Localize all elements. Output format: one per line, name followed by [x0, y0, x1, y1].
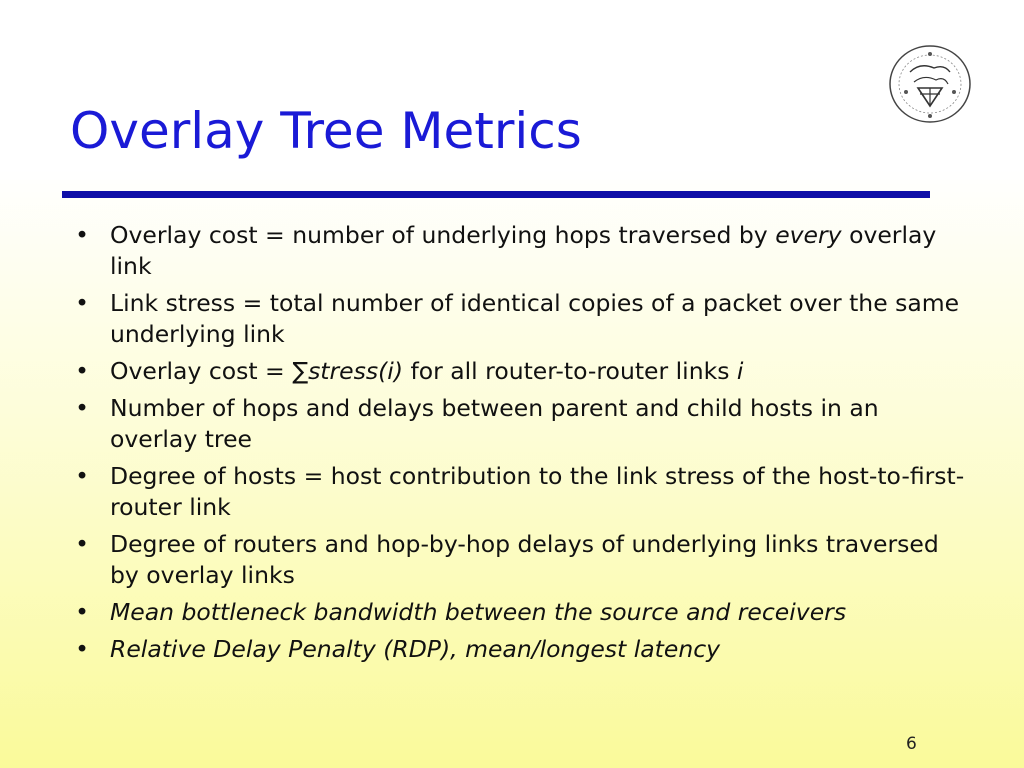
- bullet-text-segment: overlay link: [110, 221, 937, 280]
- bullet-text-segment: Number of hops and delays between parent and child hosts in an overlay tree: [110, 394, 879, 453]
- bullet-text-italic: every: [775, 221, 842, 249]
- university-seal-icon: [884, 42, 976, 126]
- bullet-text: [110, 462, 964, 521]
- bullet-text-segment: Overlay cost = ∑: [110, 357, 309, 385]
- bullet-text: [110, 357, 743, 385]
- bullet-text: [110, 635, 720, 663]
- bullet-marker: •: [75, 530, 89, 558]
- bullet-item: [72, 529, 972, 591]
- bullet-text-italic: stress(i): [308, 357, 403, 385]
- bullet-item: [72, 393, 972, 455]
- bullet-item: [72, 634, 972, 665]
- bullet-item: [72, 220, 972, 282]
- bullet-item: [72, 597, 972, 628]
- bullet-text-italic: Mean bottleneck bandwidth between the source and receivers: [110, 598, 847, 626]
- bullet-marker: •: [75, 357, 89, 385]
- bullet-marker: •: [75, 221, 89, 249]
- bullet-text: [110, 221, 936, 280]
- bullet-text: [110, 289, 959, 348]
- bullet-text-italic: i: [736, 357, 744, 385]
- bullet-text-segment: Degree of routers and hop-by-hop delays of underlying links traversed by overlay links: [110, 530, 939, 589]
- page-number: 6: [906, 734, 917, 754]
- bullet-list: [72, 220, 972, 671]
- title-divider: [62, 191, 930, 198]
- bullet-marker: •: [75, 635, 89, 663]
- bullet-marker: •: [75, 394, 89, 422]
- bullet-text-segment: for all router-to-router links: [403, 357, 737, 385]
- bullet-text-segment: Overlay cost = number of underlying hops traversed by: [110, 221, 776, 249]
- bullet-text: [110, 394, 879, 453]
- bullet-item: [72, 288, 972, 350]
- bullet-text-segment: Degree of hosts = host contribution to the link stress of the host-to-first-router link: [110, 462, 965, 521]
- bullet-text: [110, 530, 939, 589]
- bullet-item: [72, 461, 972, 523]
- slide-title: Overlay Tree Metrics: [70, 102, 582, 160]
- bullet-text-segment: Link stress = total number of identical copies of a packet over the same underlying link: [110, 289, 960, 348]
- bullet-marker: •: [75, 289, 89, 317]
- bullet-marker: •: [75, 462, 89, 490]
- bullet-marker: •: [75, 598, 89, 626]
- bullet-item: [72, 356, 972, 387]
- bullet-text: [110, 598, 846, 626]
- bullet-text-italic: Relative Delay Penalty (RDP), mean/longest latency: [110, 635, 721, 663]
